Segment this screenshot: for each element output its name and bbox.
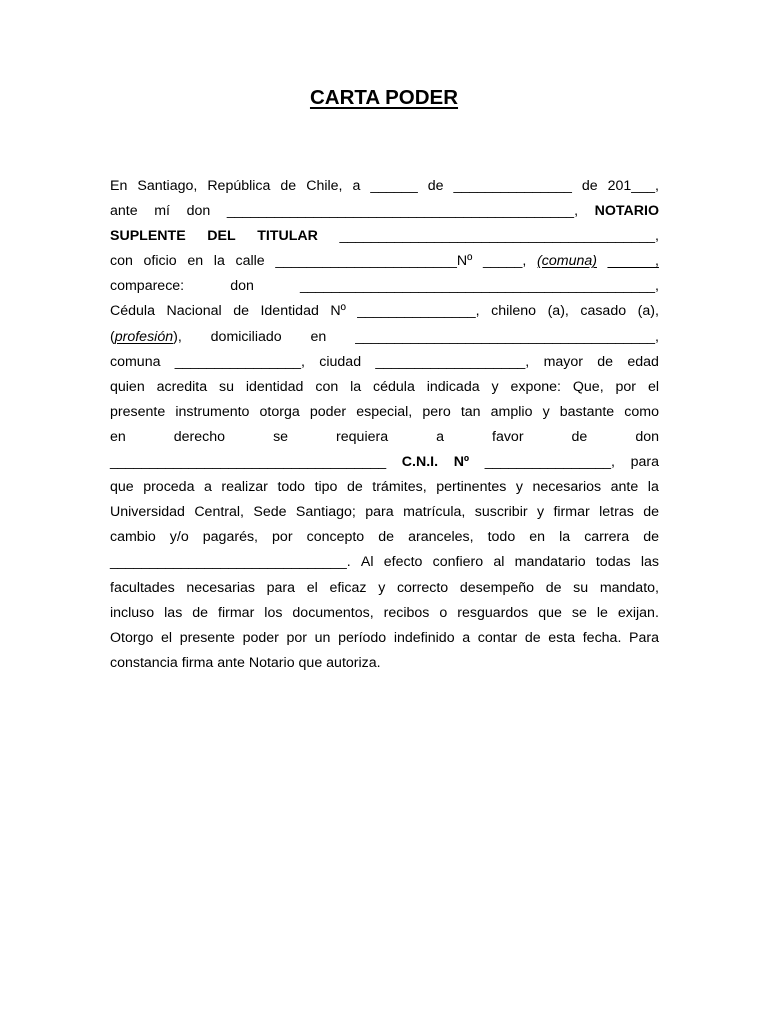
body-word: resguardos	[457, 604, 529, 621]
body-word: de	[280, 178, 297, 194]
body-word: quien	[110, 378, 145, 395]
body-word: Identidad	[260, 303, 319, 320]
body-line	[110, 350, 659, 375]
body-word: ____________________________________________,	[226, 203, 579, 220]
body-word: _______________,	[357, 303, 480, 320]
body-word: DEL	[207, 228, 236, 245]
body-word: con	[110, 253, 133, 270]
body-word: ________________,	[174, 353, 305, 370]
body-word: bastante	[559, 403, 615, 420]
body-word: pertinentes	[436, 479, 507, 496]
body-word: presente	[110, 403, 166, 420]
body-word: ciudad	[319, 353, 362, 370]
body-word: constancia	[110, 654, 178, 671]
body-word-part: profesión	[114, 328, 174, 345]
body-word: chileno	[491, 303, 537, 320]
body-word: a	[352, 178, 361, 194]
body-line	[110, 450, 659, 475]
body-word: de	[524, 629, 541, 646]
body-word: fecha.	[582, 629, 622, 646]
body-word: mandato,	[599, 579, 659, 596]
body-word: de	[545, 579, 562, 596]
body-word: presente	[179, 629, 235, 646]
body-word: por	[615, 378, 637, 395]
body-word: el	[647, 378, 659, 395]
body-word: a	[462, 629, 471, 646]
body-word: comuna	[110, 353, 161, 370]
body-word: incluso	[110, 604, 155, 621]
body-word: la	[350, 378, 362, 395]
body-word: con	[315, 378, 339, 395]
body-word: y/o	[169, 529, 189, 546]
body-word: edad	[627, 353, 659, 370]
body-word: suscribir	[474, 504, 528, 521]
body-line	[110, 224, 659, 249]
body-word: Nº	[330, 303, 346, 320]
body-word: en	[310, 328, 327, 345]
body-word: de	[571, 428, 588, 445]
body-word: que	[298, 654, 323, 671]
body-word: carrera	[584, 529, 630, 546]
body-word: Chile,	[306, 178, 343, 194]
body-word: expone:	[510, 378, 561, 395]
document-title	[0, 86, 768, 110]
body-word: indicada	[426, 378, 480, 395]
body-word: de	[643, 504, 659, 521]
body-line	[110, 174, 659, 199]
body-word: acredita	[156, 378, 208, 395]
body-word: las	[640, 554, 659, 571]
body-word: _____,	[482, 253, 527, 270]
body-word: su	[218, 378, 234, 395]
body-word: se	[273, 428, 289, 445]
body-word: como	[624, 403, 659, 420]
body-word: _______________	[453, 178, 572, 194]
body-line	[110, 375, 659, 400]
body-word: otorga	[259, 403, 300, 420]
body-word: trámites,	[372, 479, 427, 496]
body-word: de	[581, 178, 598, 194]
body-line	[110, 601, 659, 626]
body-word: Notario	[248, 654, 295, 671]
body-word: por	[272, 529, 293, 546]
body-word: mayor	[543, 353, 583, 370]
body-word: Central,	[194, 504, 244, 521]
body-word: el	[161, 629, 173, 646]
body-word: 201___,	[607, 178, 659, 194]
body-word: ________________________________________,	[339, 228, 659, 245]
body-word: tipo	[314, 479, 338, 496]
body-word: la	[559, 529, 571, 546]
body-word: poder	[309, 403, 347, 420]
body-word: recibos	[383, 604, 430, 621]
body-word: para	[365, 504, 394, 521]
body-word: al	[493, 554, 505, 571]
body-word: eficaz	[329, 579, 367, 596]
body-word: cédula	[373, 378, 415, 395]
body-word: facultades	[110, 579, 175, 596]
body-word: cambio	[110, 529, 156, 546]
body-word: ante	[217, 654, 245, 671]
body-word: firmar	[218, 604, 255, 621]
document-title-text: CARTA PODER	[309, 86, 459, 109]
body-word-part: ),	[173, 328, 182, 345]
body-word: mandatario	[514, 554, 586, 571]
body-line	[110, 199, 659, 224]
body-word: todo	[277, 479, 306, 496]
body-word: SUPLENTE	[110, 228, 186, 245]
body-word: en	[110, 428, 126, 445]
body-word: casado	[580, 303, 627, 320]
body-line	[110, 550, 659, 575]
body-line	[110, 651, 659, 676]
body-word: de	[597, 353, 614, 370]
body-word: ________________,	[484, 454, 615, 471]
body-word: de	[378, 529, 395, 546]
body-word: matrícula,	[403, 504, 466, 521]
body-word: su	[573, 579, 589, 596]
body-word: documentos,	[292, 604, 374, 621]
body-word: requiera	[336, 428, 389, 445]
body-word: Al	[360, 554, 374, 571]
body-word: Que,	[572, 378, 604, 395]
body-line	[110, 500, 659, 525]
body-word: ______________________________.	[110, 554, 351, 571]
body-word: Nº	[453, 454, 470, 471]
body-word: En	[110, 178, 128, 194]
body-word: concepto	[306, 529, 365, 546]
body-word: de	[643, 529, 659, 546]
body-word: un	[314, 629, 331, 646]
body-line	[110, 299, 659, 324]
body-word: don	[635, 428, 659, 445]
body-word: letras	[599, 504, 634, 521]
body-word: (comuna)	[537, 253, 597, 270]
body-line	[110, 274, 659, 299]
body-word: en	[529, 529, 546, 546]
body-word: ______	[370, 178, 418, 194]
body-word: firma	[181, 654, 214, 671]
body-line	[110, 626, 659, 651]
body-word: realizar	[221, 479, 268, 496]
body-word: necesarias	[186, 579, 255, 596]
body-word: ante	[610, 479, 639, 496]
body-word: calle	[235, 253, 265, 270]
body-word: Nacional	[166, 303, 222, 320]
body-word: se	[571, 604, 587, 621]
body-word: todas	[595, 554, 631, 571]
body-line	[110, 400, 659, 425]
body-word: identidad	[245, 378, 304, 395]
body-word: desempeño	[459, 579, 535, 596]
body-word: de	[192, 604, 209, 621]
body-word: derecho	[173, 428, 226, 445]
body-word: para	[630, 454, 659, 471]
body-word: especial,	[356, 403, 413, 420]
body-word: instrumento	[175, 403, 250, 420]
body-line	[110, 325, 659, 350]
body-word: Universidad	[110, 504, 185, 521]
body-word: esta	[548, 629, 576, 646]
body-word: favor	[492, 428, 524, 445]
body-word: _______________________Nº	[275, 253, 473, 270]
body-word: correcto	[396, 579, 449, 596]
body-word: poder	[242, 629, 279, 646]
body-line	[110, 249, 659, 274]
body-word: Otorgo	[110, 629, 154, 646]
body-word: la	[647, 479, 659, 496]
body-word: ante	[110, 203, 138, 220]
document-body	[110, 174, 659, 676]
body-word: oficio	[143, 253, 177, 270]
body-word: Sede	[253, 504, 287, 521]
body-word: Cédula	[110, 303, 155, 320]
body-word: amplio	[490, 403, 533, 420]
body-word: TITULAR	[257, 228, 318, 245]
body-word: (a),	[547, 303, 569, 320]
body-word: (a),	[637, 303, 659, 320]
body-word: período	[338, 629, 387, 646]
body-word: don	[186, 203, 211, 220]
body-word: necesarios	[532, 479, 602, 496]
body-word: exijan.	[617, 604, 659, 621]
body-word: domiciliado	[210, 328, 282, 345]
body-word: ______________________________________,	[355, 328, 659, 345]
body-word: a	[436, 428, 444, 445]
body-word: todo	[487, 529, 516, 546]
body-word: y	[491, 378, 499, 395]
body-word: pero	[422, 403, 451, 420]
body-word: las	[164, 604, 183, 621]
body-word: y	[515, 479, 523, 496]
body-line	[110, 475, 659, 500]
body-word: el	[306, 579, 318, 596]
body-word: y	[536, 504, 545, 521]
body-word: en	[187, 253, 204, 270]
body-word: proceda	[143, 479, 195, 496]
body-word: por	[286, 629, 308, 646]
body-word: y	[378, 579, 386, 596]
body-word: República	[207, 178, 271, 194]
body-word: _____________________________________________,	[299, 278, 659, 295]
body-word: ______,	[607, 253, 659, 270]
body-word: que	[110, 479, 134, 496]
body-word: indefinido	[393, 629, 455, 646]
body-word: firmar	[553, 504, 590, 521]
body-word: autoriza.	[326, 654, 381, 671]
body-word: o	[439, 604, 448, 621]
body-word: ___________________________________	[110, 454, 387, 471]
body-word-part: (	[110, 328, 115, 345]
body-word: pagarés,	[202, 529, 258, 546]
body-word: tan	[460, 403, 481, 420]
body-word: para	[266, 579, 296, 596]
body-word: que	[538, 604, 562, 621]
body-word: contar	[477, 629, 518, 646]
body-word: de	[346, 479, 363, 496]
body-word: comparece:	[110, 278, 185, 295]
body-word: Santiago;	[295, 504, 356, 521]
body-word: los	[264, 604, 283, 621]
body-word: le	[596, 604, 608, 621]
body-word: mí	[154, 203, 170, 220]
body-word: Santiago,	[137, 178, 198, 194]
body-line	[110, 525, 659, 550]
body-word: a	[203, 479, 212, 496]
body-word: don	[230, 278, 254, 295]
body-word	[110, 325, 182, 350]
body-word: Para	[629, 629, 659, 646]
body-word: de	[233, 303, 249, 320]
body-word: de	[427, 178, 444, 194]
body-word: aranceles,	[408, 529, 474, 546]
body-word: NOTARIO	[594, 203, 659, 220]
body-line	[110, 425, 659, 450]
body-word: efecto	[383, 554, 423, 571]
body-word: ___________________,	[375, 353, 530, 370]
body-word: la	[213, 253, 225, 270]
body-word: y	[542, 403, 550, 420]
body-line	[110, 576, 659, 601]
body-word: C.N.I.	[401, 454, 439, 471]
body-word: confiero	[432, 554, 484, 571]
